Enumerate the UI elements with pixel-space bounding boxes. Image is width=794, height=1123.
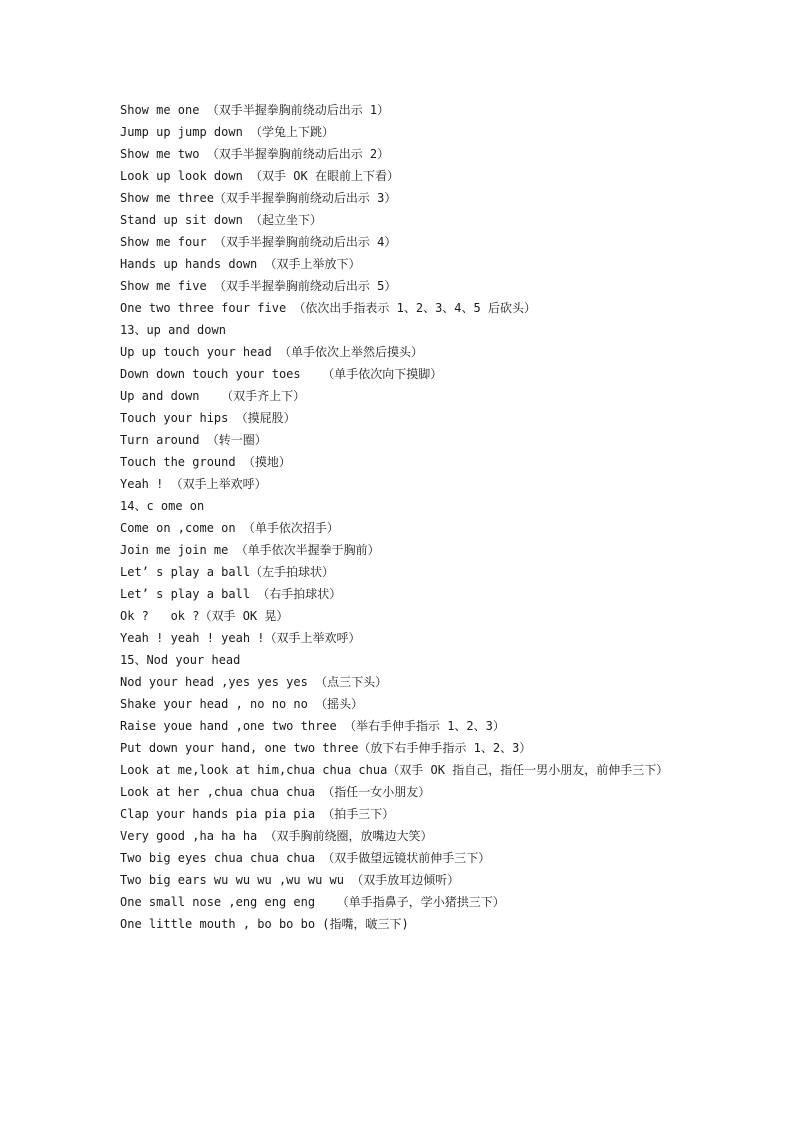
text-line: Very good ,ha ha ha （双手胸前绕圈，放嘴边大笑）	[120, 829, 433, 843]
text-line: Let’ s play a ball （右手拍球状）	[120, 587, 342, 601]
text-line: Ok ? ok ?（双手 OK 晃）	[120, 609, 289, 623]
text-line: Look up look down （双手 OK 在眼前上下看）	[120, 169, 399, 183]
text-line: Hands up hands down （双手上举放下）	[120, 257, 361, 271]
text-line: Raise youe hand ,one two three （举右手伸手指示 1、2、3）	[120, 719, 505, 733]
text-line: Turn around （转一圈）	[120, 433, 267, 447]
section-heading: 14、c ome on	[120, 499, 205, 513]
text-line: Up and down （双手齐上下）	[120, 389, 306, 403]
text-line: Shake your head , no no no （摇头）	[120, 697, 364, 711]
text-line: One small nose ,eng eng eng （单手指鼻子，学小猪拱三下）	[120, 895, 505, 909]
text-line: Touch your hips （摸屁股）	[120, 411, 296, 425]
text-line: Show me two （双手半握拳胸前绕动后出示 2）	[120, 147, 390, 161]
text-line: Clap your hands pia pia pia （拍手三下）	[120, 807, 395, 821]
text-line: Show me three（双手半握拳胸前绕动后出示 3）	[120, 191, 397, 205]
text-line: Jump up jump down （学兔上下跳）	[120, 125, 335, 139]
text-line: Put down your hand, one two three（放下右手伸手指示 1、2、3）	[120, 741, 532, 755]
section-heading: 13、up and down	[120, 323, 226, 337]
text-line: Yeah ! yeah ! yeah !（双手上举欢呼）	[120, 631, 361, 645]
text-line: Up up touch your head （单手依次上举然后摸头）	[120, 345, 423, 359]
section-heading: 15、Nod your head	[120, 653, 241, 667]
text-line: Yeah ! （双手上举欢呼）	[120, 477, 267, 491]
text-line: Two big ears wu wu wu ,wu wu wu （双手放耳边倾听）	[120, 873, 460, 887]
text-line: Come on ,come on （单手依次招手）	[120, 521, 339, 535]
text-line: Show me five （双手半握拳胸前绕动后出示 5）	[120, 279, 397, 293]
text-line: Show me one （双手半握拳胸前绕动后出示 1）	[120, 103, 390, 117]
text-line: One two three four five （依次出手指表示 1、2、3、4、5 后砍头）	[120, 301, 536, 315]
text-line: Down down touch your toes （单手依次向下摸脚）	[120, 367, 443, 381]
text-line: One little mouth , bo bo bo (指嘴，啵三下)	[120, 917, 409, 931]
document-body	[120, 99, 760, 935]
text-line: Look at me,look at him,chua chua chua（双手 OK 指自己，指任一男小朋友，前伸手三下）	[120, 763, 669, 777]
text-line: Two big eyes chua chua chua （双手做望远镜状前伸手三下）	[120, 851, 491, 865]
text-line: Stand up sit down （起立坐下）	[120, 213, 323, 227]
text-line: Join me join me （单手依次半握拳于胸前）	[120, 543, 380, 557]
text-line: Let’ s play a ball（左手拍球状）	[120, 565, 335, 579]
text-line: Show me four （双手半握拳胸前绕动后出示 4）	[120, 235, 397, 249]
text-line: Nod your head ,yes yes yes （点三下头）	[120, 675, 388, 689]
text-line: Touch the ground （摸地）	[120, 455, 291, 469]
text-line: Look at her ,chua chua chua （指任一女小朋友）	[120, 785, 431, 799]
